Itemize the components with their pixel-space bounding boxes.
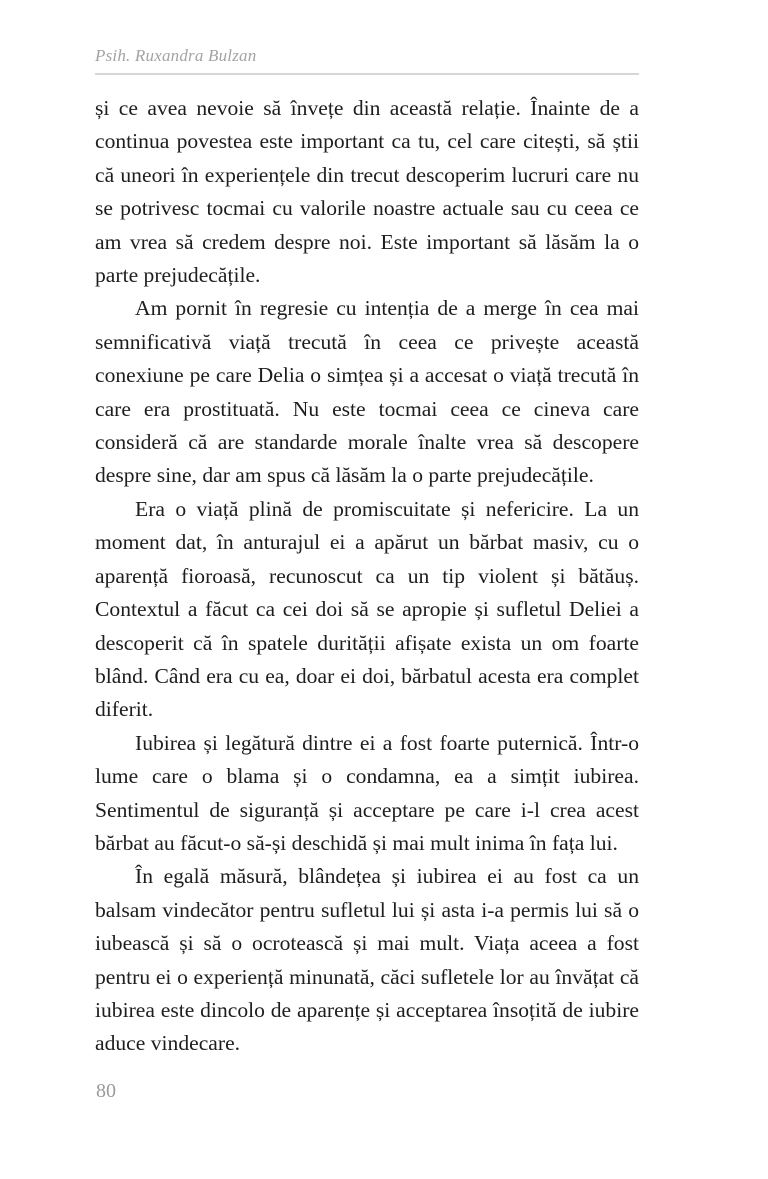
page-number: 80 [96, 1080, 116, 1102]
paragraph-4: Iubirea și legătură dintre ei a fost foarte puternică. Într-o lume care o blama și o condamna, ea a simțit iubirea. Sentimentul de siguranță și acceptare pe care i-l crea acest bărbat au făcut-o să-și deschidă și mai mult inima în fața lui. [95, 730, 639, 855]
body-text [95, 92, 639, 1061]
paragraph-5: În egală măsură, blândețea și iubirea ei au fost ca un balsam vindecător pentru sufletul lui și asta i-a permis lui să o iubească și să o ocrotească și mai mult. Viața aceea a fost pentru ei o experiență minunată, căci sufletele lor au învățat că iubirea este dincolo de aparențe și acceptarea însoțită de iubire aduce vindecare. [95, 864, 639, 1056]
paragraph-3: Era o viață plină de promiscuitate și nefericire. La un moment dat, în anturajul ei a apărut un bărbat masiv, cu o aparență fioroasă, recunoscut ca un tip violent și bătăuș. Contextul a făcut ca cei doi să se apropie și sufletul Deliei a descoperit că în spatele durității afișate exista un om foarte blând. Când era cu ea, doar ei doi, bărbatul acesta era complet diferit. [95, 496, 639, 722]
header-divider [95, 73, 639, 75]
paragraph-1: și ce avea nevoie să învețe din această relație. Înainte de a continua povestea este important ca tu, cel care citești, să știi că uneori în experiențele din trecut descoperim lucruri care nu se potrivesc tocmai cu valorile noastre actuale sau cu ceea ce am vrea să credem despre noi. Este important să lăsăm la o parte prejudecățile. [95, 96, 639, 288]
running-header-author: Psih. Ruxandra Bulzan [95, 46, 257, 65]
paragraph-2: Am pornit în regresie cu intenția de a merge în cea mai semnificativă viață trecută în ceea ce privește această conexiune pe care Delia o simțea și a accesat o viață trecută în care era prostituată. Nu este tocmai ceea ce cineva care consideră că are standarde morale înalte vrea să descopere despre sine, dar am spus că lăsăm la o parte prejudecățile. [95, 296, 639, 488]
